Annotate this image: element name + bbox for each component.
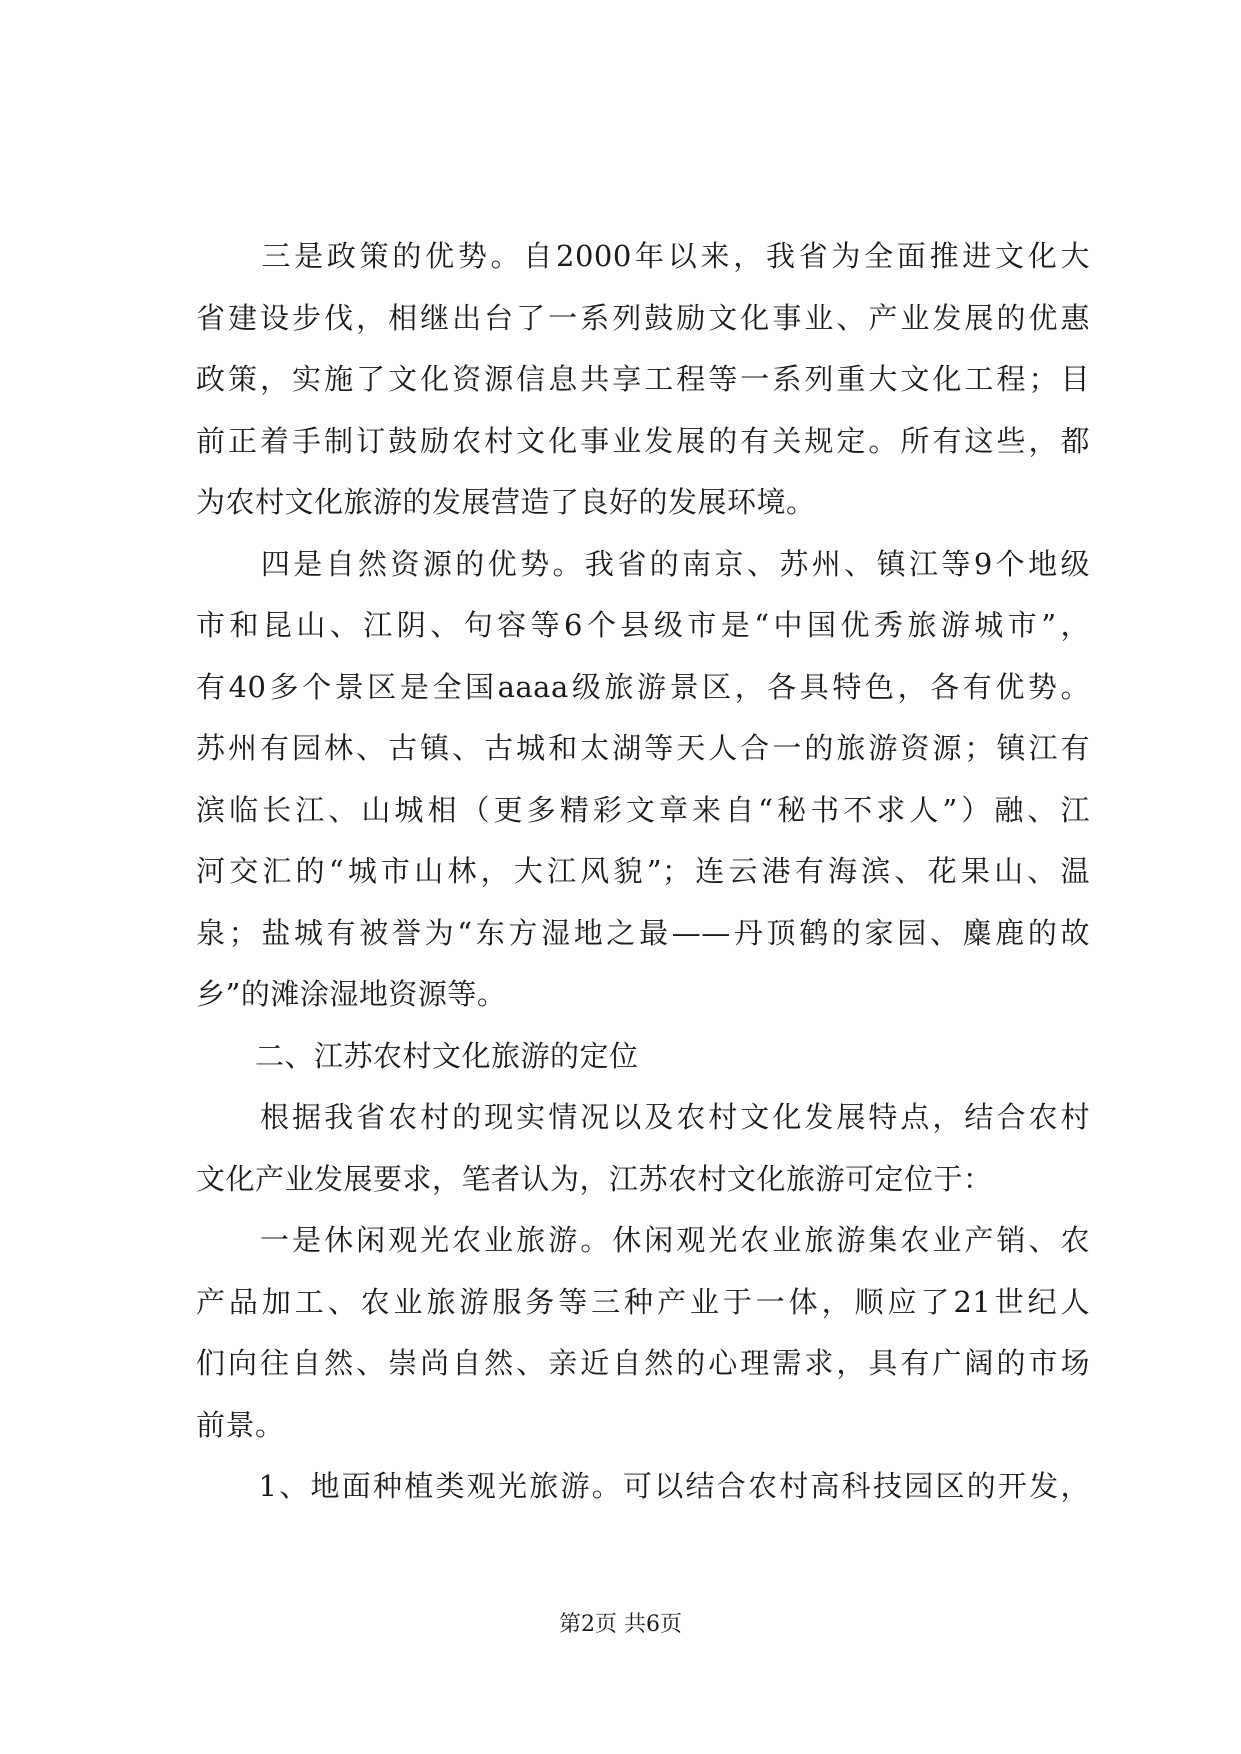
- text-line: 们向往自然、崇尚自然、亲近自然的心理需求，具有广阔的市场: [196, 1346, 1090, 1380]
- body-text: [196, 226, 1090, 1518]
- page-footer: 第2页 共6页: [559, 1612, 682, 1637]
- text-line: 四是自然资源的优势。我省的南京、苏州、镇江等9个地级: [196, 546, 1090, 581]
- text-line: 一是休闲观光农业旅游。休闲观光农业旅游集农业产销、农: [196, 1223, 1090, 1257]
- text-line: 市和昆山、江阴、句容等6个县级市是“中国优秀旅游城市”，: [196, 608, 1090, 642]
- text-line: 二、江苏农村文化旅游的定位: [196, 1038, 639, 1073]
- text-line: 前正着手制订鼓励农村文化事业发展的有关规定。所有这些，都: [196, 423, 1090, 458]
- text-line: 乡”的滩涂湿地资源等。: [196, 977, 507, 1011]
- text-line: 滨临长江、山城相（更多精彩文章来自“秘书不求人”）融、江: [196, 792, 1090, 827]
- text-line: 前景。: [196, 1407, 285, 1442]
- text-line: 1、地面种植类观光旅游。可以结合农村高科技园区的开发，: [196, 1469, 1090, 1503]
- text-line: 政策，实施了文化资源信息共享工程等一系列重大文化工程；目: [196, 362, 1090, 396]
- text-line: 河交汇的“城市山林，大江风貌”；连云港有海滨、花果山、温: [196, 854, 1090, 888]
- text-line: 文化产业发展要求，笔者认为，江苏农村文化旅游可定位于：: [196, 1161, 993, 1196]
- text-line: 根据我省农村的现实情况以及农村文化发展特点，结合农村: [196, 1100, 1090, 1134]
- text-line: 泉；盐城有被誉为“东方湿地之最——丹顶鹤的家园、麋鹿的故: [196, 915, 1090, 950]
- text-line: 有40多个景区是全国aaaa级旅游景区，各具特色，各有优势。: [196, 669, 1090, 704]
- text-line: 产品加工、农业旅游服务等三种产业于一体，顺应了21世纪人: [196, 1284, 1090, 1319]
- text-line: 三是政策的优势。自2000年以来，我省为全面推进文化大: [196, 239, 1090, 273]
- text-line: 为农村文化旅游的发展营造了良好的发展环境。: [196, 485, 816, 519]
- text-line: 苏州有园林、古镇、古城和太湖等天人合一的旅游资源；镇江有: [196, 731, 1090, 765]
- text-line: 省建设步伐，相继出台了一系列鼓励文化事业、产业发展的优惠: [196, 300, 1090, 335]
